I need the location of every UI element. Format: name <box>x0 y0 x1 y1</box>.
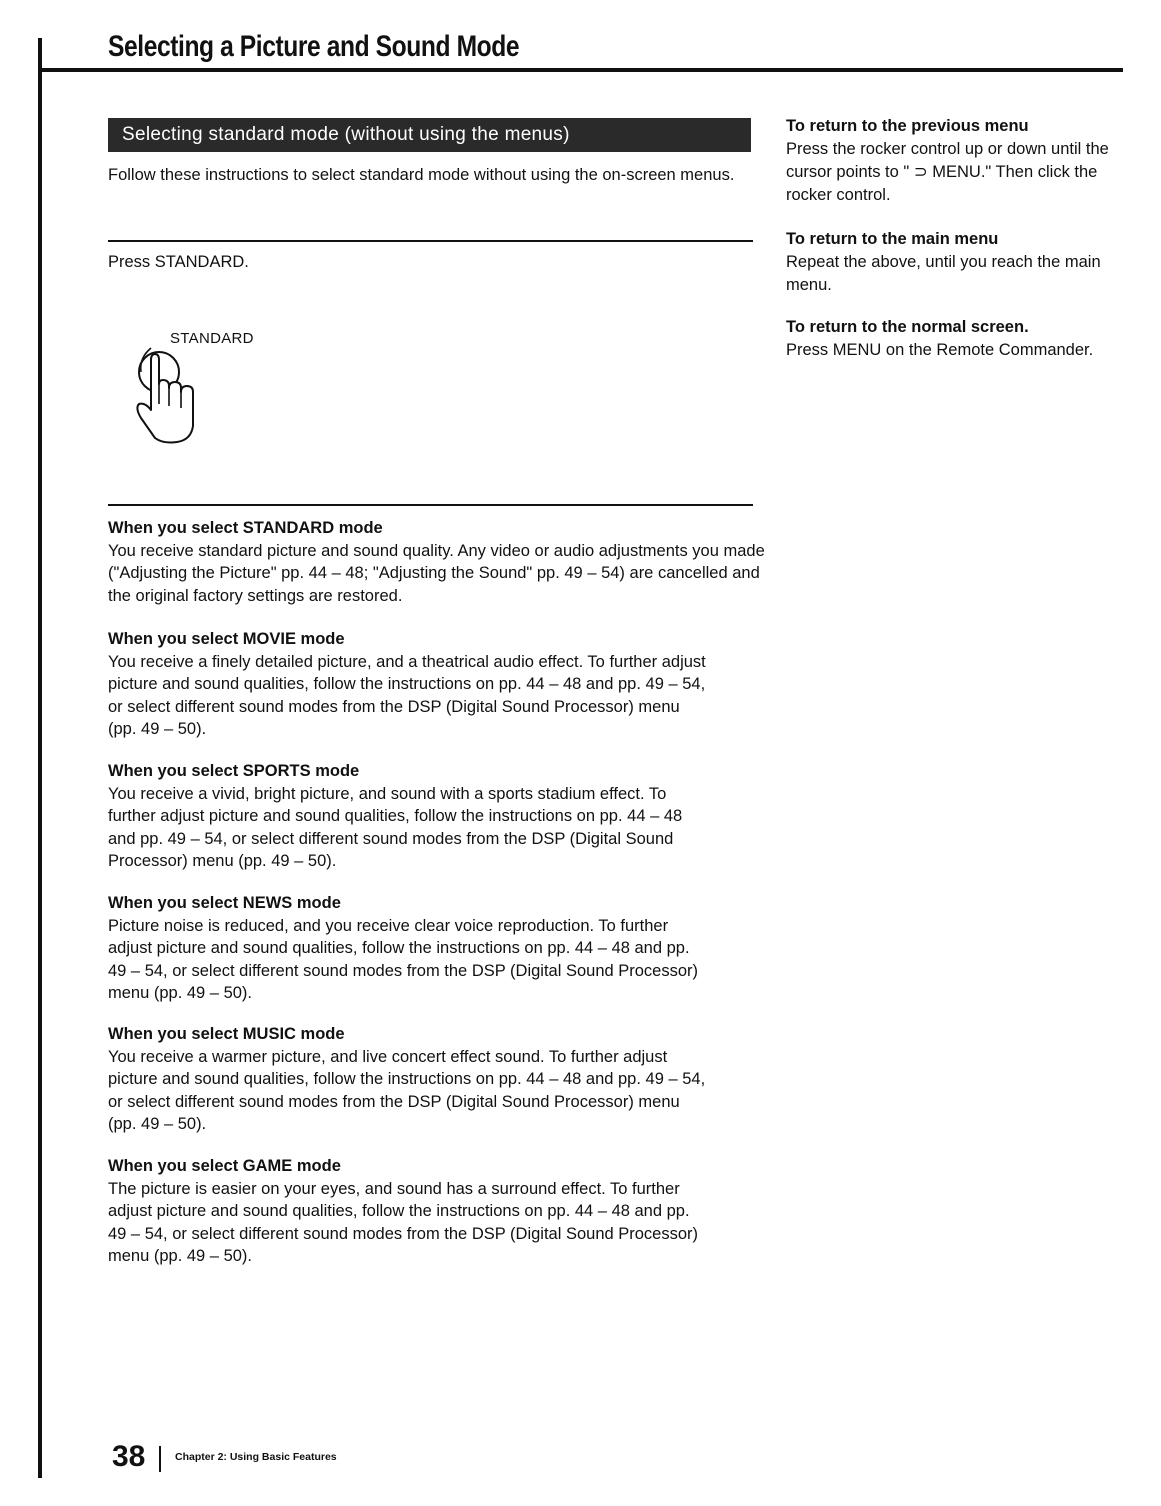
title-underline <box>38 68 1123 72</box>
mode-heading: When you select MUSIC mode <box>108 1025 345 1043</box>
mode-description: The picture is easier on your eyes, and sound has a surround effect. To further adjust picture and sound qualities, follow the instructions on pp. 44 – 48 and pp. 49 – 54, or select different sound modes from the DSP (Digital Sound Processor) menu (pp. 49 – 50). <box>108 1179 699 1265</box>
tip-heading: To return to the normal screen. <box>786 318 1029 336</box>
standard-button-label: STANDARD <box>170 330 254 347</box>
mode-heading: When you select MOVIE mode <box>108 630 345 648</box>
step-instruction: Press STANDARD. <box>108 253 249 271</box>
left-margin-rule <box>38 38 42 1478</box>
mode-description: You receive a vivid, bright picture, and sound with a sports stadium effect. To further adjust picture and sound qualities, follow the instructions on pp. 44 – 48 and pp. 49 – 54, or select different sound modes from the DSP (Digital Sound Processor) menu (pp. 49 – 50). <box>108 784 683 870</box>
mode-music <box>108 1023 708 1136</box>
mode-description: You receive a warmer picture, and live concert effect sound. To further adjust picture and sound qualities, follow the instructions on pp. 44 – 48 and pp. 49 – 54, or select different sound modes from the DSP (Digital Sound Processor) menu (pp. 49 – 50). <box>108 1047 706 1133</box>
tip-heading: To return to the main menu <box>786 230 999 248</box>
mode-news <box>108 892 708 1005</box>
tip-text: Press MENU on the Remote Commander. <box>786 341 1094 359</box>
step-divider-top <box>108 240 753 242</box>
tip-heading: To return to the previous menu <box>786 117 1029 135</box>
tip-text: Repeat the above, until you reach the main menu. <box>786 253 1101 294</box>
mode-heading: When you select GAME mode <box>108 1157 341 1175</box>
mode-standard <box>108 517 768 607</box>
mode-description: You receive a finely detailed picture, and a theatrical audio effect. To further adjust picture and sound qualities, follow the instructions on pp. 44 – 48 and pp. 49 – 54, or select different sound modes from the DSP (Digital Sound Processor) menu (pp. 49 – 50). <box>108 652 706 738</box>
intro-text: Follow these instructions to select standard mode without using the on-screen menus. <box>108 166 735 184</box>
mode-game <box>108 1155 708 1268</box>
mode-description: Picture noise is reduced, and you receive clear voice reproduction. To further adjust picture and sound qualities, follow the instructions on pp. 44 – 48 and pp. 49 – 54, or select different sound modes from the DSP (Digital Sound Processor) menu (pp. 49 – 50). <box>108 916 699 1002</box>
footer-divider <box>159 1446 161 1472</box>
page-title: Selecting a Picture and Sound Mode <box>108 30 520 63</box>
tip-text: Press the rocker control up or down until the cursor points to " ⊃ MENU." Then click the rocker control. <box>786 140 1109 204</box>
mode-heading: When you select NEWS mode <box>108 894 341 912</box>
mode-heading: When you select SPORTS mode <box>108 762 360 780</box>
mode-movie <box>108 628 708 741</box>
tip-main-menu <box>786 228 1131 297</box>
tip-previous-menu <box>786 115 1131 207</box>
chapter-label: Chapter 2: Using Basic Features <box>175 1451 337 1463</box>
mode-sports <box>108 760 708 873</box>
step-divider-bottom <box>108 504 753 506</box>
section-heading: Selecting standard mode (without using the menus) <box>108 118 751 152</box>
tip-normal-screen <box>786 316 1131 362</box>
mode-description: You receive standard picture and sound quality. Any video or audio adjustments you made ("Adjusting the Picture" pp. 44 – 48; "Adjusting the Sound" pp. 49 – 54) are cancelled and the original factory settings are restored. <box>108 541 765 605</box>
mode-heading: When you select STANDARD mode <box>108 519 383 537</box>
page-number: 38 <box>112 1440 146 1473</box>
